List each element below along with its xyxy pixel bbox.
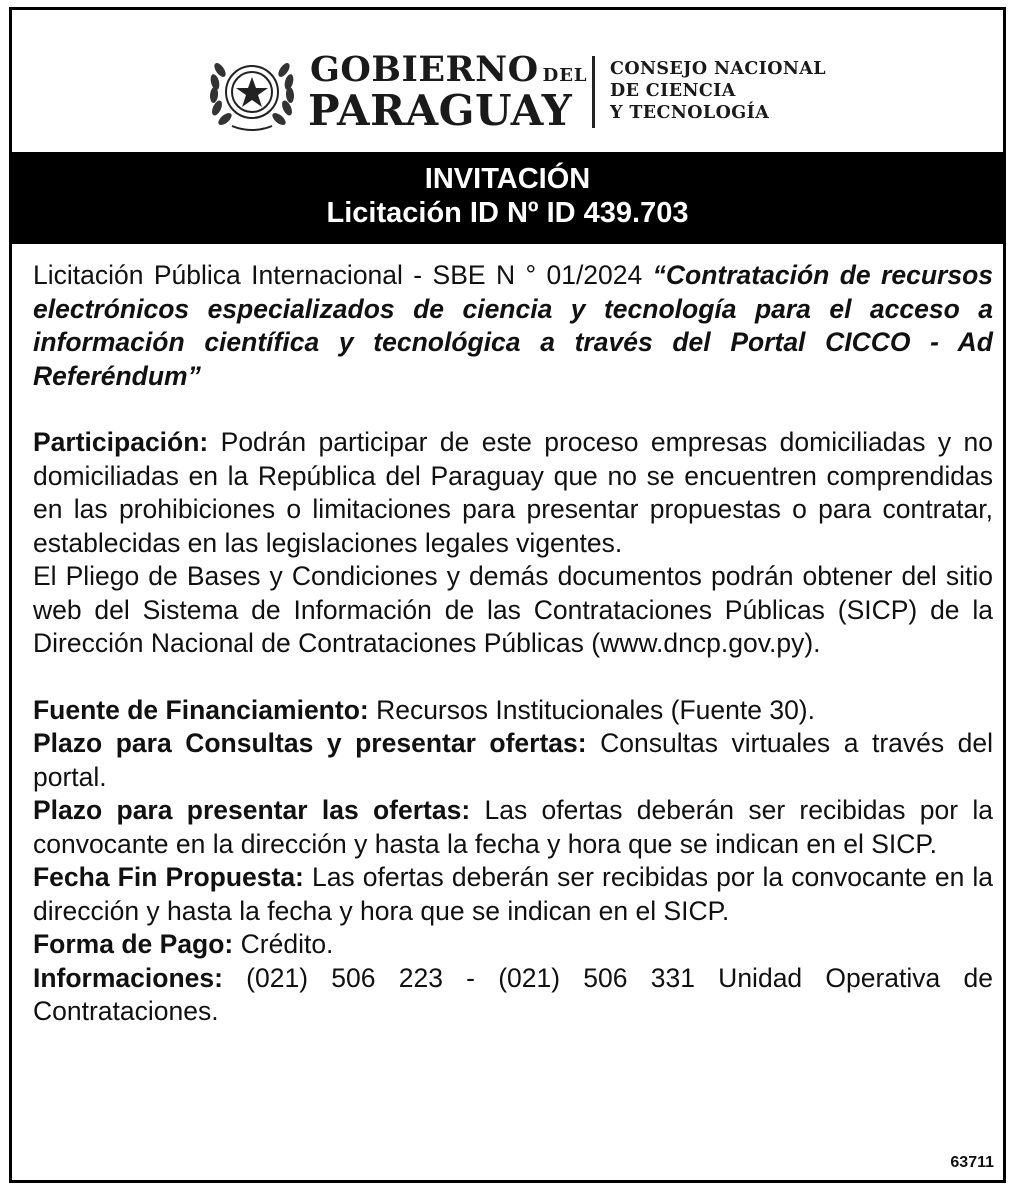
consejo-line-3: Y TECNOLOGÍA [610, 103, 770, 123]
banner-title: INVITACIÓN [424, 163, 591, 195]
pliego-paragraph: El Pliego de Bases y Condiciones y demás documentos podrán obtener del sitio web del Sistema de Información de las Contrataciones Públicas (SICP) de la Dirección Nacional de Contrataciones Públicas (www.dncp.gov.py). [33, 561, 993, 658]
consejo-line-2: DE CIENCIA [610, 81, 736, 101]
paraguay-wordmark: PARAGUAY [308, 86, 573, 135]
detail-text: Las ofertas deberán ser recibidas por la convocante en la dirección y hasta la fecha y hora que se indican en el SICP. [33, 795, 993, 859]
participacion-text: Podrán participar de este proceso empresas domiciliadas y no domiciliadas en la República del Paraguay que no se encuentren comprendidas en las prohibiciones o limitaciones para presentar propuestas o para contratar, establecidas en las legislaciones legales vigentes. [33, 427, 993, 558]
detail-plazo-consultas [33, 727, 993, 794]
conacyt-wordmark [610, 58, 826, 124]
detail-text: Consultas virtuales a través del portal. [33, 728, 993, 792]
spacer [33, 661, 993, 694]
reference-number: 63711 [950, 1154, 994, 1171]
spacer [33, 393, 993, 426]
del-word: DEL [542, 65, 588, 86]
detail-label: Fuente de Financiamiento: [33, 694, 369, 725]
consejo-line-1: CONSEJO NACIONAL [610, 59, 826, 79]
detail-fecha-fin [33, 861, 993, 928]
notice-frame [9, 7, 1006, 1183]
detail-label: Fecha Fin Propuesta: [33, 862, 304, 892]
detail-plazo-ofertas [33, 794, 993, 861]
logo-divider [592, 56, 595, 128]
detail-fuente [33, 694, 993, 728]
paraguay-seal-icon [202, 50, 302, 134]
intro-prefix: Licitación Pública Internacional - SBE N ° 01/2024 [33, 260, 653, 290]
detail-informaciones [33, 962, 993, 1029]
participacion-paragraph [33, 426, 993, 560]
gobierno-word: GOBIERNO [310, 49, 539, 90]
title-banner [12, 152, 1003, 244]
detail-text: Recursos Institucionales (Fuente 30). [368, 694, 815, 725]
detail-text: (021) 506 223 - (021) 506 331 Unidad Operativa de Contrataciones. [33, 962, 993, 1026]
detail-label: Forma de Pago: [33, 929, 234, 959]
intro-title: “Contratación de recursos electrónicos especializados de ciencia y tecnología para el acceso a información científica y tecnológica a través del Portal CICCO - Ad Referéndum” [33, 260, 993, 391]
participacion-label: Participación: [33, 427, 209, 457]
detail-text: Las ofertas deberán ser recibidas por la convocante en la dirección y hasta la fecha y hora que se indican en el SICP. [33, 862, 993, 926]
banner-subtitle: Licitación ID Nº ID 439.703 [326, 197, 689, 229]
detail-label: Plazo para Consultas y presentar ofertas: [33, 728, 587, 758]
notice-body [33, 259, 993, 1029]
logo-header [12, 10, 1003, 152]
detail-label: Informaciones: [33, 962, 223, 993]
detail-text: Crédito. [233, 929, 334, 959]
detail-forma-pago [33, 928, 993, 962]
intro-paragraph [33, 259, 993, 393]
detail-label: Plazo para presentar las ofertas: [33, 795, 471, 825]
